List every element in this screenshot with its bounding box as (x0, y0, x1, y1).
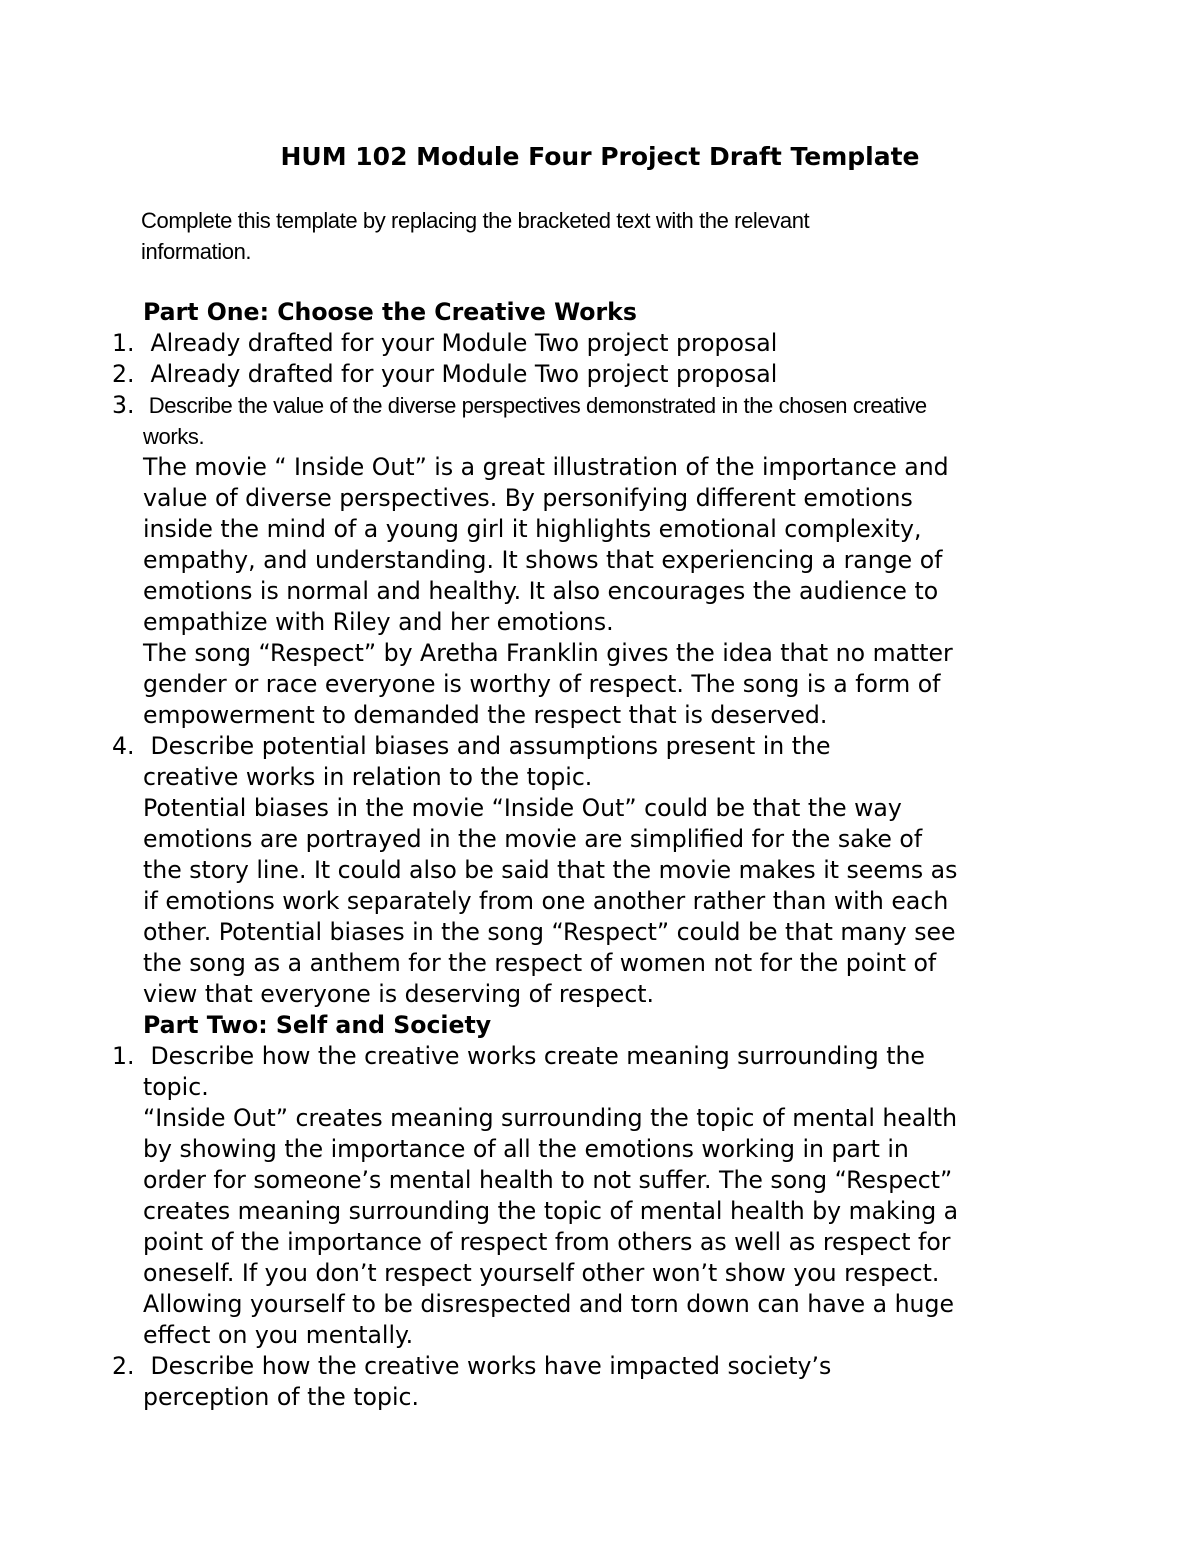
list-item-prompt-continued: perception of the topic. (143, 1383, 419, 1411)
list-item-prompt: Describe how the creative works have impacted society’s (143, 1352, 832, 1380)
answer-line: The song “Respect” by Aretha Franklin gives the idea that no matter (143, 639, 953, 667)
intro-line: information. (141, 239, 252, 264)
answer-line: The movie “ Inside Out” is a great illustration of the importance and (143, 453, 949, 481)
list-item-prompt: Describe potential biases and assumptions present in the (143, 732, 831, 760)
list-number: 2. (112, 360, 135, 388)
answer-line: value of diverse perspectives. By personifying different emotions (143, 484, 913, 512)
answer-line: emotions is normal and healthy. It also encourages the audience to (143, 577, 939, 605)
part-one-item-1 (112, 328, 1092, 359)
answer-line: point of the importance of respect from others as well as respect for (143, 1228, 951, 1256)
intro-instructions (141, 205, 961, 267)
list-number: 1. (112, 329, 135, 357)
part-one-item-3 (112, 390, 1092, 421)
answer-line: Allowing yourself to be disrespected and torn down can have a huge (143, 1290, 954, 1318)
answer-line: other. Potential biases in the song “Respect” could be that many see (143, 918, 956, 946)
answer-line: gender or race everyone is worthy of respect. The song is a form of (143, 670, 941, 698)
list-number: 4. (112, 732, 135, 760)
part-two-item-1-answer (112, 1103, 1092, 1351)
list-item-text: Already drafted for your Module Two project proposal (143, 329, 778, 357)
intro-line: Complete this template by replacing the bracketed text with the relevant (141, 208, 810, 233)
part-one-item-4 (112, 731, 1092, 762)
part-two-heading: Part Two: Self and Society (143, 1011, 492, 1039)
document-title: HUM 102 Module Four Project Draft Template (280, 142, 920, 171)
answer-line: by showing the importance of all the emotions working in part in (143, 1135, 909, 1163)
list-item-prompt: Describe how the creative works create meaning surrounding the (143, 1042, 925, 1070)
list-item-prompt: Describe the value of the diverse perspectives demonstrated in the chosen creative (143, 393, 927, 418)
list-item-prompt-continued: works. (143, 424, 205, 449)
answer-line: if emotions work separately from one another rather than with each (143, 887, 949, 915)
answer-line: empathy, and understanding. It shows that experiencing a range of (143, 546, 943, 574)
answer-line: creates meaning surrounding the topic of mental health by making a (143, 1197, 959, 1225)
list-item-prompt-continued: topic. (143, 1073, 209, 1101)
part-one-item-2 (112, 359, 1092, 390)
list-number: 1. (112, 1042, 135, 1070)
document-body (112, 297, 1092, 1413)
answer-line: effect on you mentally. (143, 1321, 414, 1349)
part-one-item-4-answer (112, 793, 1092, 1010)
part-one-item-3-answer (112, 452, 1092, 731)
answer-line: oneself. If you don’t respect yourself other won’t show you respect. (143, 1259, 940, 1287)
part-two-item-1 (112, 1041, 1092, 1072)
answer-line: order for someone’s mental health to not suffer. The song “Respect” (143, 1166, 953, 1194)
answer-line: empowerment to demanded the respect that is deserved. (143, 701, 828, 729)
list-item-text: Already drafted for your Module Two project proposal (143, 360, 778, 388)
answer-line: inside the mind of a young girl it highlights emotional complexity, (143, 515, 922, 543)
answer-line: “Inside Out” creates meaning surrounding the topic of mental health (143, 1104, 958, 1132)
answer-line: the story line. It could also be said that the movie makes it seems as (143, 856, 958, 884)
list-number: 3. (112, 391, 135, 419)
list-number: 2. (112, 1352, 135, 1380)
part-two-item-2 (112, 1351, 1092, 1382)
answer-line: emotions are portrayed in the movie are simplified for the sake of (143, 825, 923, 853)
answer-line: view that everyone is deserving of respect. (143, 980, 655, 1008)
answer-line: empathize with Riley and her emotions. (143, 608, 614, 636)
part-one-heading: Part One: Choose the Creative Works (143, 298, 637, 326)
answer-line: the song as a anthem for the respect of women not for the point of (143, 949, 937, 977)
list-item-prompt-continued: creative works in relation to the topic. (143, 763, 593, 791)
answer-line: Potential biases in the movie “Inside Out” could be that the way (143, 794, 902, 822)
